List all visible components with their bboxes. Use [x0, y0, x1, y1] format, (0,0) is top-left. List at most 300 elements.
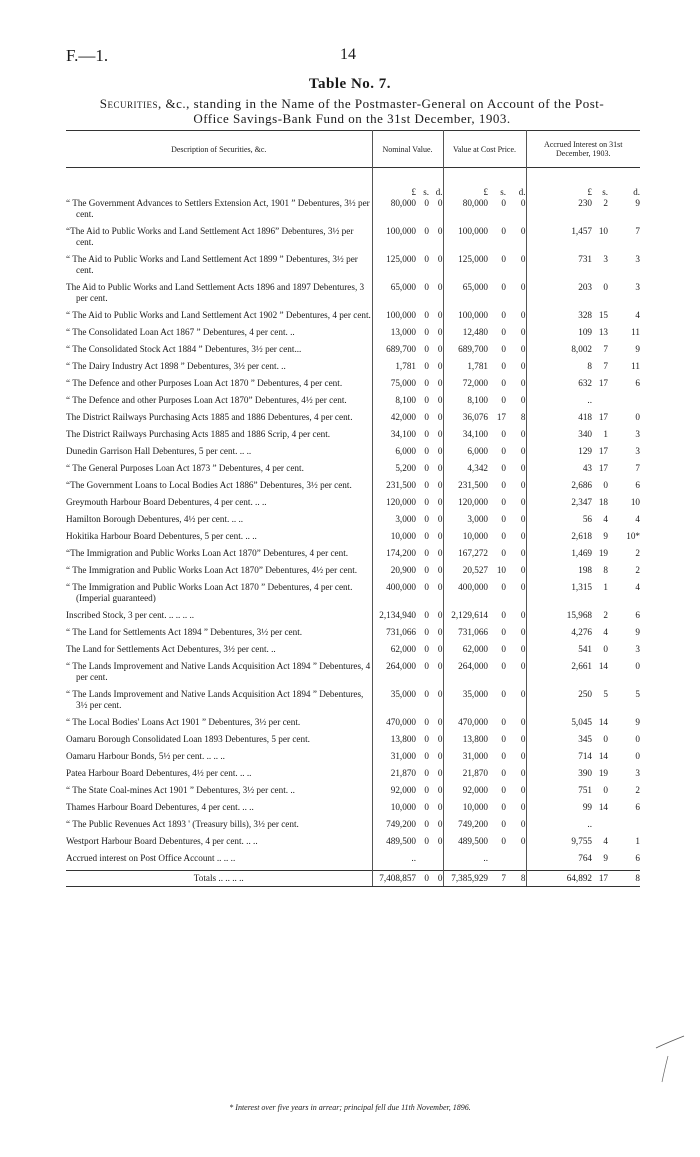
interest-pence: 2: [635, 785, 641, 795]
unit-pence: d.: [633, 187, 641, 197]
security-description-text: “ The Immigration and Public Works Loan Act 1870 ” Debentures, 4 per cent. (Imperial guaranteed): [66, 582, 353, 603]
interest-shillings: 0: [603, 785, 608, 795]
cost-pence: 0: [520, 446, 526, 456]
interest-pounds: 1,315: [526, 582, 592, 610]
total-cost-shillings: 7: [488, 871, 506, 887]
nominal-shillings: 0: [424, 661, 429, 671]
table-row: [66, 446, 640, 463]
interest-shillings: 19: [598, 548, 608, 558]
nominal-shillings: 0: [424, 548, 429, 558]
nominal-pence: 0: [437, 446, 443, 456]
cost-pence: 0: [520, 819, 526, 829]
cost-pounds: 489,500: [443, 836, 488, 853]
interest-shillings: 10: [598, 226, 608, 236]
unit-pence: d.: [518, 187, 526, 197]
cost-shillings: 0: [501, 378, 506, 388]
interest-pounds: 541: [526, 644, 592, 661]
nominal-pounds: 65,000: [372, 282, 416, 310]
interest-pence: 11: [631, 361, 641, 371]
interest-pence: 9: [635, 627, 641, 637]
cost-shillings: 0: [501, 689, 506, 699]
table-row: [66, 361, 640, 378]
table-row: [66, 198, 640, 226]
interest-pounds: 751: [526, 785, 592, 802]
cost-pounds: 10,000: [443, 802, 488, 819]
nominal-shillings: 0: [424, 412, 429, 422]
cost-shillings: 0: [501, 644, 506, 654]
nominal-pounds: 100,000: [372, 310, 416, 327]
cost-pounds: 4,342: [443, 463, 488, 480]
interest-shillings: 19: [598, 768, 608, 778]
security-description: [66, 327, 372, 344]
nominal-pence: 0: [437, 344, 443, 354]
security-description-text: “ The State Coal-mines Act 1901 ” Debentures, 3½ per cent. ..: [66, 785, 295, 795]
total-interest-pence: 8: [608, 871, 640, 887]
nominal-pence: 0: [437, 412, 443, 422]
security-description-text: Thames Harbour Board Debentures, 4 per cent. .. ..: [66, 802, 254, 812]
interest-pounds: 9,755: [526, 836, 592, 853]
unit-shillings: s.: [423, 187, 429, 197]
nominal-pounds: 264,000: [372, 661, 416, 689]
security-description: [66, 378, 372, 395]
cost-shillings: [488, 853, 506, 871]
interest-shillings: 0: [603, 734, 608, 744]
security-description-text: “ The Local Bodies' Loans Act 1901 ” Debentures, 3½ per cent.: [66, 717, 301, 727]
interest-pounds: ..: [526, 819, 592, 836]
interest-pounds: 43: [526, 463, 592, 480]
total-nominal-shillings: 0: [416, 871, 429, 887]
interest-pence: 3: [635, 768, 641, 778]
interest-pence: 3: [635, 644, 641, 654]
security-description-text: “ The Aid to Public Works and Land Settlement Act 1899 ” Debentures, 3½ per cent.: [66, 254, 358, 275]
cost-pounds: 8,100: [443, 395, 488, 412]
cost-pence: 0: [520, 751, 526, 761]
nominal-pounds: 31,000: [372, 751, 416, 768]
cost-pence: 0: [520, 689, 526, 699]
security-description: [66, 282, 372, 310]
nominal-pence: 0: [437, 548, 443, 558]
nominal-pence: 0: [437, 768, 443, 778]
security-description-text: “ The Lands Improvement and Native Lands Acquisition Act 1894 ” Debentures, 4 per cent.: [66, 661, 371, 682]
cost-pounds: 21,870: [443, 768, 488, 785]
nominal-shillings: 0: [424, 344, 429, 354]
cost-pounds: 689,700: [443, 344, 488, 361]
unit-pence: d.: [435, 187, 443, 197]
cost-shillings: 0: [501, 717, 506, 727]
cost-pence: 0: [520, 836, 526, 846]
nominal-pence: 0: [437, 785, 443, 795]
cost-pence: 0: [520, 734, 526, 744]
cost-shillings: 0: [501, 463, 506, 473]
cost-shillings: 0: [501, 836, 506, 846]
interest-pounds: 345: [526, 734, 592, 751]
security-description: [66, 768, 372, 785]
interest-pence: 0: [635, 661, 641, 671]
security-description-text: The District Railways Purchasing Acts 1885 and 1886 Scrip, 4 per cent.: [66, 429, 331, 439]
cost-pence: 0: [520, 548, 526, 558]
table-row: [66, 327, 640, 344]
table-row: [66, 785, 640, 802]
interest-shillings: 9: [603, 853, 608, 863]
cost-pounds: 36,076: [443, 412, 488, 429]
table-row: [66, 768, 640, 785]
security-description: [66, 514, 372, 531]
cost-shillings: 0: [501, 480, 506, 490]
interest-pounds: 8: [526, 361, 592, 378]
interest-pence: 2: [635, 565, 641, 575]
cost-shillings: 0: [501, 446, 506, 456]
interest-shillings: 18: [598, 497, 608, 507]
handwritten-margin-mark: [652, 1030, 688, 1090]
interest-pence: 7: [635, 226, 641, 236]
security-description-text: “ The Dairy Industry Act 1898 ” Debentures, 3½ per cent. ..: [66, 361, 286, 371]
cost-pounds: 470,000: [443, 717, 488, 734]
interest-pounds: 4,276: [526, 627, 592, 644]
interest-pounds: 632: [526, 378, 592, 395]
interest-pence: 3: [635, 282, 641, 292]
interest-pence: [608, 819, 640, 836]
table-row: [66, 531, 640, 548]
table-row: [66, 751, 640, 768]
nominal-shillings: 0: [424, 310, 429, 320]
nominal-pounds: 92,000: [372, 785, 416, 802]
interest-pence: 3: [635, 446, 641, 456]
table-row: [66, 610, 640, 627]
nominal-pence: 0: [437, 497, 443, 507]
security-description-text: The District Railways Purchasing Acts 1885 and 1886 Debentures, 4 per cent.: [66, 412, 353, 422]
nominal-pounds: 42,000: [372, 412, 416, 429]
interest-shillings: 0: [603, 480, 608, 490]
interest-shillings: [592, 819, 608, 836]
security-description: [66, 226, 372, 254]
nominal-pounds: 174,200: [372, 548, 416, 565]
nominal-pence: 0: [437, 429, 443, 439]
security-description-text: “The Government Loans to Local Bodies Act 1886” Debentures, 3½ per cent.: [66, 480, 352, 490]
cost-pence: 0: [520, 661, 526, 671]
security-description: [66, 644, 372, 661]
nominal-shillings: 0: [424, 480, 429, 490]
nominal-shillings: 0: [424, 254, 429, 264]
interest-pence: 7: [635, 463, 641, 473]
cost-pounds: 120,000: [443, 497, 488, 514]
nominal-pounds: 1,781: [372, 361, 416, 378]
cost-pence: 0: [520, 254, 526, 264]
security-description: [66, 497, 372, 514]
cost-pence: 0: [520, 310, 526, 320]
nominal-pounds: 35,000: [372, 689, 416, 717]
nominal-pence: 0: [437, 395, 443, 405]
nominal-shillings: 0: [424, 514, 429, 524]
security-description-text: “ The Defence and other Purposes Loan Act 1870” Debentures, 4½ per cent.: [66, 395, 347, 405]
nominal-pence: 0: [437, 717, 443, 727]
page-number: 14: [340, 46, 356, 63]
cost-pence: 0: [520, 226, 526, 236]
nominal-shillings: 0: [424, 582, 429, 592]
nominal-pence: 0: [437, 751, 443, 761]
security-description: [66, 480, 372, 497]
table-row: [66, 717, 640, 734]
cost-shillings: 0: [501, 497, 506, 507]
security-description-text: Hamilton Borough Debentures, 4½ per cent. .. ..: [66, 514, 244, 524]
interest-shillings: 17: [598, 412, 608, 422]
security-description-text: “ The Aid to Public Works and Land Settlement Act 1902 ” Debentures, 4 per cent.: [66, 310, 371, 320]
cost-shillings: 0: [501, 610, 506, 620]
nominal-shillings: 0: [424, 361, 429, 371]
table-row: [66, 548, 640, 565]
nominal-shillings: 0: [424, 644, 429, 654]
interest-pounds: 56: [526, 514, 592, 531]
nominal-pounds: ..: [372, 853, 416, 871]
totals-label: Totals .. .. .. ..: [66, 871, 372, 887]
security-description-text: “ The Immigration and Public Works Loan Act 1870” Debentures, 4½ per cent.: [66, 565, 358, 575]
interest-shillings: 2: [603, 610, 608, 620]
interest-shillings: 0: [603, 644, 608, 654]
nominal-pounds: 3,000: [372, 514, 416, 531]
nominal-pence: 0: [437, 661, 443, 671]
nominal-pence: 0: [437, 689, 443, 699]
cost-pounds: 1,781: [443, 361, 488, 378]
nominal-pence: 0: [437, 226, 443, 236]
nominal-shillings: 0: [424, 785, 429, 795]
total-cost-pence: 8: [506, 871, 526, 887]
interest-pence: 6: [635, 610, 641, 620]
cost-pounds: 731,066: [443, 627, 488, 644]
nominal-pounds: 400,000: [372, 582, 416, 610]
nominal-pounds: 62,000: [372, 644, 416, 661]
nominal-shillings: 0: [424, 565, 429, 575]
nominal-shillings: 0: [424, 429, 429, 439]
cost-shillings: 0: [501, 361, 506, 371]
cost-pounds: 80,000: [443, 198, 488, 226]
interest-shillings: 3: [603, 254, 608, 264]
interest-pounds: 2,661: [526, 661, 592, 689]
nominal-pence: 0: [437, 734, 443, 744]
interest-shillings: 1: [603, 582, 608, 592]
cost-pence: 0: [520, 610, 526, 620]
cost-shillings: 0: [501, 627, 506, 637]
nominal-pounds: 21,870: [372, 768, 416, 785]
security-description: [66, 531, 372, 548]
col-header-nominal: Nominal Value.: [372, 131, 443, 168]
interest-pounds: 390: [526, 768, 592, 785]
security-description-text: Inscribed Stock, 3 per cent. .. .. .. ..: [66, 610, 195, 620]
total-interest-pounds: 64,892: [526, 871, 592, 887]
cost-pounds: 167,272: [443, 548, 488, 565]
total-nominal-pounds: 7,408,857: [372, 871, 416, 887]
nominal-shillings: 0: [424, 198, 429, 208]
security-description: [66, 582, 372, 610]
nominal-shillings: 0: [424, 751, 429, 761]
nominal-shillings: 0: [424, 327, 429, 337]
security-description-text: “The Immigration and Public Works Loan Act 1870” Debentures, 4 per cent.: [66, 548, 349, 558]
interest-pence: 6: [635, 853, 641, 863]
cost-shillings: 0: [501, 282, 506, 292]
nominal-pounds: 13,000: [372, 327, 416, 344]
table-row: [66, 582, 640, 610]
cost-pence: 0: [520, 361, 526, 371]
security-description-text: Oamaru Borough Consolidated Loan 1893 Debentures, 5 per cent.: [66, 734, 310, 744]
cost-pounds: 12,480: [443, 327, 488, 344]
nominal-shillings: [416, 853, 429, 871]
security-description: [66, 819, 372, 836]
interest-shillings: 14: [598, 717, 608, 727]
security-description: [66, 785, 372, 802]
nominal-pence: 0: [437, 282, 443, 292]
security-description: [66, 395, 372, 412]
security-description-text: Oamaru Harbour Bonds, 5½ per cent. .. .. ..: [66, 751, 225, 761]
interest-pence: 6: [635, 378, 641, 388]
cost-pounds: 92,000: [443, 785, 488, 802]
table-row: [66, 819, 640, 836]
cost-pence: 0: [520, 378, 526, 388]
nominal-pence: 0: [437, 565, 443, 575]
nominal-pence: 0: [437, 819, 443, 829]
interest-pounds: 15,968: [526, 610, 592, 627]
nominal-shillings: 0: [424, 531, 429, 541]
nominal-shillings: 0: [424, 836, 429, 846]
interest-shillings: 4: [603, 627, 608, 637]
cost-pounds: ..: [443, 853, 488, 871]
interest-pounds: 1,457: [526, 226, 592, 254]
interest-shillings: 14: [598, 661, 608, 671]
security-description-text: Hokitika Harbour Board Debentures, 5 per cent. .. ..: [66, 531, 257, 541]
cost-shillings: 0: [501, 344, 506, 354]
cost-pence: 0: [520, 644, 526, 654]
cost-shillings: 10: [496, 565, 506, 575]
security-description-text: Accrued interest on Post Office Account .. .. ..: [66, 853, 236, 863]
security-description-text: “ The Government Advances to Settlers Extension Act, 1901 ” Debentures, 3½ per cent.: [66, 198, 370, 219]
interest-pounds: 129: [526, 446, 592, 463]
nominal-pence: 0: [437, 582, 443, 592]
table-row: [66, 661, 640, 689]
cost-shillings: 0: [501, 734, 506, 744]
table-row: [66, 412, 640, 429]
nominal-pence: 0: [437, 514, 443, 524]
interest-shillings: 1: [603, 429, 608, 439]
interest-pounds: 250: [526, 689, 592, 717]
cost-pence: 0: [520, 395, 526, 405]
cost-pence: 0: [520, 768, 526, 778]
interest-pence: 6: [635, 802, 641, 812]
nominal-shillings: 0: [424, 446, 429, 456]
total-nominal-pence: 0: [429, 871, 443, 887]
cost-shillings: 0: [501, 819, 506, 829]
nominal-pence: 0: [437, 531, 443, 541]
interest-pence: 0: [635, 751, 641, 761]
interest-shillings: 17: [598, 463, 608, 473]
table-row: [66, 226, 640, 254]
nominal-pounds: 489,500: [372, 836, 416, 853]
security-description-text: “ The Public Revenues Act 1893 ' (Treasury bills), 3½ per cent.: [66, 819, 299, 829]
nominal-pence: [429, 853, 443, 871]
interest-pence: 11: [631, 327, 641, 337]
table-row: [66, 344, 640, 361]
interest-shillings: [592, 395, 608, 412]
nominal-pounds: 75,000: [372, 378, 416, 395]
security-description: [66, 429, 372, 446]
cost-shillings: 0: [501, 785, 506, 795]
nominal-shillings: 0: [424, 802, 429, 812]
nominal-pounds: 34,100: [372, 429, 416, 446]
cost-pence: 0: [520, 429, 526, 439]
nominal-pence: 0: [437, 463, 443, 473]
interest-shillings: 14: [598, 802, 608, 812]
interest-pounds: 198: [526, 565, 592, 582]
cost-pounds: 13,800: [443, 734, 488, 751]
security-description: [66, 565, 372, 582]
table-body: [66, 198, 640, 871]
table-title: Table No. 7.: [308, 76, 392, 92]
cost-pounds: 34,100: [443, 429, 488, 446]
cost-pounds: 6,000: [443, 446, 488, 463]
interest-pence: 3: [635, 429, 641, 439]
interest-pence: 4: [635, 582, 641, 592]
nominal-pounds: 13,800: [372, 734, 416, 751]
interest-shillings: 5: [603, 689, 608, 699]
interest-pence: [608, 395, 640, 412]
security-description-text: The Land for Settlements Act Debentures, 3½ per cent. ..: [66, 644, 276, 654]
nominal-shillings: 0: [424, 627, 429, 637]
security-description: [66, 254, 372, 282]
cost-pence: 0: [520, 802, 526, 812]
interest-pence: 10: [630, 497, 641, 507]
table-row: [66, 689, 640, 717]
nominal-pence: 0: [437, 836, 443, 846]
interest-pounds: 1,469: [526, 548, 592, 565]
security-description: [66, 412, 372, 429]
cost-pence: 0: [520, 717, 526, 727]
interest-pounds: 203: [526, 282, 592, 310]
interest-shillings: 0: [603, 282, 608, 292]
cost-pounds: 264,000: [443, 661, 488, 689]
interest-pence: 1: [635, 836, 641, 846]
cost-pounds: 72,000: [443, 378, 488, 395]
security-description-text: “ The Land for Settlements Act 1894 ” Debentures, 3½ per cent.: [66, 627, 303, 637]
cost-shillings: 0: [501, 226, 506, 236]
unit-shillings: s.: [500, 187, 506, 197]
table-row: [66, 514, 640, 531]
units-row: [66, 168, 640, 199]
security-description-text: “ The General Purposes Loan Act 1873 ” Debentures, 4 per cent.: [66, 463, 304, 473]
cost-pence: 0: [520, 497, 526, 507]
interest-pence: 4: [635, 514, 641, 524]
interest-shillings: 2: [603, 198, 608, 208]
security-description: [66, 310, 372, 327]
interest-pence: 3: [635, 254, 641, 264]
cost-shillings: 0: [501, 802, 506, 812]
table-row: [66, 853, 640, 871]
cost-pounds: 3,000: [443, 514, 488, 531]
nominal-pence: 0: [437, 610, 443, 620]
security-description: [66, 548, 372, 565]
interest-shillings: 8: [603, 565, 608, 575]
nominal-shillings: 0: [424, 610, 429, 620]
interest-pounds: 764: [526, 853, 592, 871]
security-description: [66, 344, 372, 361]
cost-pounds: 10,000: [443, 531, 488, 548]
table-caption: [66, 96, 638, 126]
cost-pounds: 400,000: [443, 582, 488, 610]
nominal-pence: 0: [437, 378, 443, 388]
cost-pounds: 231,500: [443, 480, 488, 497]
nominal-pounds: 689,700: [372, 344, 416, 361]
security-description: [66, 610, 372, 627]
cost-shillings: 0: [501, 548, 506, 558]
security-description: [66, 836, 372, 853]
security-description-text: Greymouth Harbour Board Debentures, 4 per cent. .. ..: [66, 497, 267, 507]
nominal-pounds: 125,000: [372, 254, 416, 282]
nominal-pence: 0: [437, 802, 443, 812]
